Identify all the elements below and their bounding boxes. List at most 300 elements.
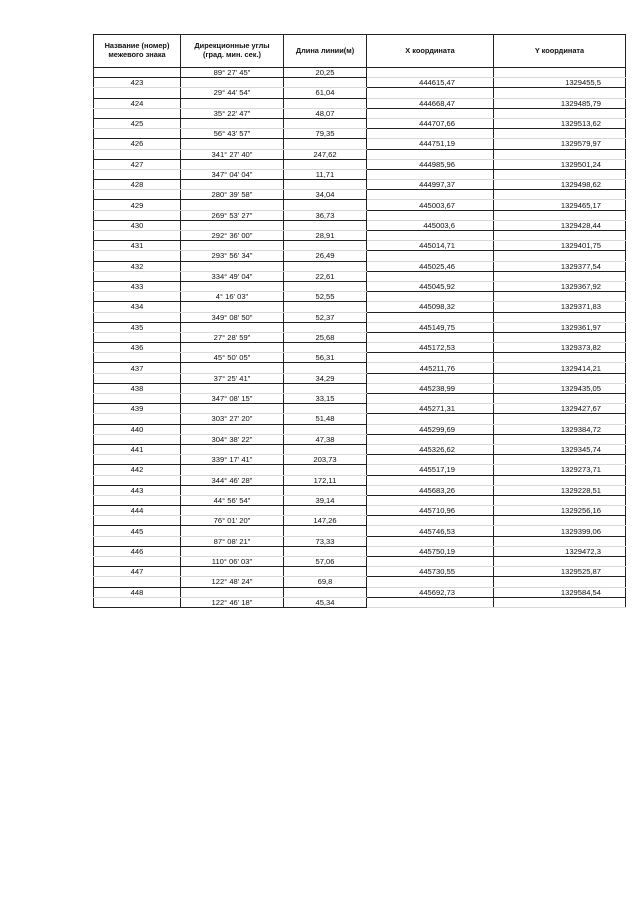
cell-length: 57,06	[284, 557, 367, 567]
cell-x: 445730,55	[367, 567, 494, 577]
cell-length: 79,35	[284, 129, 367, 139]
cell-angle: 87° 08' 21"	[181, 536, 284, 546]
cell-length	[284, 383, 367, 393]
cell-length	[284, 567, 367, 577]
cell-x	[367, 516, 494, 526]
cell-angle: 122° 46' 18"	[181, 597, 284, 607]
cell-length: 51,48	[284, 414, 367, 424]
cell-length: 45,34	[284, 597, 367, 607]
cell-x	[367, 577, 494, 587]
cell-point-name	[94, 577, 181, 587]
cell-x: 444997,37	[367, 180, 494, 190]
cell-point-name: 432	[94, 261, 181, 271]
cell-y: 1329401,75	[494, 241, 626, 251]
cell-angle: 334° 49' 04"	[181, 271, 284, 281]
table-row-angle	[94, 414, 626, 424]
table-row-angle	[94, 169, 626, 179]
cell-y: 1329465,17	[494, 200, 626, 210]
cell-length: 22,61	[284, 271, 367, 281]
table-row-angle	[94, 455, 626, 465]
cell-length: 11,71	[284, 169, 367, 179]
cell-length: 34,04	[284, 190, 367, 200]
cell-y: 1329377,54	[494, 261, 626, 271]
cell-length: 203,73	[284, 455, 367, 465]
cell-angle	[181, 98, 284, 108]
cell-length: 26,49	[284, 251, 367, 261]
cell-point-name: 444	[94, 506, 181, 516]
cell-x	[367, 231, 494, 241]
cell-y: 1329525,87	[494, 567, 626, 577]
cell-point-name: 445	[94, 526, 181, 536]
cell-point-name: 438	[94, 383, 181, 393]
cell-y: 1329371,83	[494, 302, 626, 312]
cell-x: 445750,19	[367, 546, 494, 556]
cell-y	[494, 129, 626, 139]
cell-point-name: 437	[94, 363, 181, 373]
cell-length: 48,07	[284, 108, 367, 118]
table-row-point	[94, 383, 626, 393]
cell-angle: 293° 56' 34"	[181, 251, 284, 261]
table-header	[94, 35, 626, 68]
cell-length	[284, 78, 367, 88]
cell-y	[494, 597, 626, 607]
table-row-point	[94, 506, 626, 516]
cell-y	[494, 68, 626, 78]
table-row-angle	[94, 149, 626, 159]
cell-angle: 4° 16' 03"	[181, 292, 284, 302]
header-angle: Дирекционные углы (град. мин. сек.)	[181, 35, 284, 68]
cell-length	[284, 587, 367, 597]
table-row-point	[94, 139, 626, 149]
cell-point-name	[94, 475, 181, 485]
cell-angle	[181, 383, 284, 393]
cell-point-name: 430	[94, 220, 181, 230]
cell-angle	[181, 200, 284, 210]
cell-x	[367, 557, 494, 567]
cell-point-name: 443	[94, 485, 181, 495]
cell-point-name	[94, 190, 181, 200]
cell-x: 445271,31	[367, 404, 494, 414]
cell-x	[367, 210, 494, 220]
table-row-angle	[94, 332, 626, 342]
cell-length	[284, 444, 367, 454]
cell-x	[367, 108, 494, 118]
cell-y: 1329455,5	[494, 78, 626, 88]
cell-length: 73,33	[284, 536, 367, 546]
cell-point-name	[94, 597, 181, 607]
cell-length	[284, 241, 367, 251]
cell-length: 25,68	[284, 332, 367, 342]
boundary-points-table-sheet	[93, 34, 625, 608]
cell-angle: 303° 27' 20"	[181, 414, 284, 424]
cell-angle: 280° 39' 58"	[181, 190, 284, 200]
cell-x	[367, 394, 494, 404]
cell-angle: 37° 25' 41"	[181, 373, 284, 383]
table-row-point	[94, 567, 626, 577]
cell-point-name: 433	[94, 281, 181, 291]
cell-point-name	[94, 455, 181, 465]
cell-angle: 344° 46' 28"	[181, 475, 284, 485]
cell-x	[367, 271, 494, 281]
cell-length	[284, 404, 367, 414]
cell-angle: 122° 48' 24"	[181, 577, 284, 587]
cell-y: 1329384,72	[494, 424, 626, 434]
cell-length: 52,55	[284, 292, 367, 302]
cell-x	[367, 434, 494, 444]
cell-angle: 269° 53' 27"	[181, 210, 284, 220]
cell-angle	[181, 159, 284, 169]
cell-angle	[181, 526, 284, 536]
cell-x	[367, 495, 494, 505]
table-row-angle	[94, 108, 626, 118]
table-row-angle	[94, 394, 626, 404]
table-row-point	[94, 98, 626, 108]
cell-point-name	[94, 271, 181, 281]
cell-y	[494, 149, 626, 159]
cell-angle	[181, 424, 284, 434]
cell-y	[494, 88, 626, 98]
cell-y	[494, 394, 626, 404]
cell-point-name: 425	[94, 118, 181, 128]
cell-angle	[181, 506, 284, 516]
cell-angle	[181, 78, 284, 88]
cell-x	[367, 169, 494, 179]
cell-angle: 110° 06' 03"	[181, 557, 284, 567]
cell-length	[284, 200, 367, 210]
table-row-point	[94, 526, 626, 536]
cell-x	[367, 251, 494, 261]
table-row-angle	[94, 557, 626, 567]
cell-x: 445299,69	[367, 424, 494, 434]
cell-x: 444615,47	[367, 78, 494, 88]
cell-y: 1329256,16	[494, 506, 626, 516]
cell-x	[367, 88, 494, 98]
cell-point-name	[94, 414, 181, 424]
cell-point-name: 423	[94, 78, 181, 88]
cell-y: 1329228,51	[494, 485, 626, 495]
header-name: Название (номер) межевого знака	[94, 35, 181, 68]
cell-x: 445238,99	[367, 383, 494, 393]
cell-y: 1329414,21	[494, 363, 626, 373]
cell-y	[494, 455, 626, 465]
cell-length: 33,15	[284, 394, 367, 404]
cell-length	[284, 526, 367, 536]
table-row-point	[94, 78, 626, 88]
cell-x: 445710,96	[367, 506, 494, 516]
cell-x: 445003,67	[367, 200, 494, 210]
cell-y	[494, 190, 626, 200]
cell-angle: 56° 43' 57"	[181, 129, 284, 139]
table-row-angle	[94, 434, 626, 444]
cell-y	[494, 536, 626, 546]
cell-point-name	[94, 495, 181, 505]
cell-point-name: 439	[94, 404, 181, 414]
cell-point-name	[94, 210, 181, 220]
cell-angle	[181, 546, 284, 556]
cell-x	[367, 353, 494, 363]
cell-angle: 349° 08' 50"	[181, 312, 284, 322]
cell-length	[284, 546, 367, 556]
cell-angle	[181, 118, 284, 128]
cell-y	[494, 577, 626, 587]
cell-point-name	[94, 231, 181, 241]
table-row-angle	[94, 210, 626, 220]
cell-angle: 76° 01' 20"	[181, 516, 284, 526]
cell-point-name	[94, 557, 181, 567]
cell-y	[494, 210, 626, 220]
cell-length	[284, 485, 367, 495]
cell-angle	[181, 485, 284, 495]
table-row-point	[94, 404, 626, 414]
cell-angle: 27° 28' 59"	[181, 332, 284, 342]
cell-point-name	[94, 292, 181, 302]
cell-length	[284, 363, 367, 373]
table-row-angle	[94, 190, 626, 200]
cell-point-name	[94, 373, 181, 383]
cell-y	[494, 332, 626, 342]
cell-length	[284, 98, 367, 108]
cell-x: 445683,26	[367, 485, 494, 495]
cell-length	[284, 465, 367, 475]
table-row-point	[94, 220, 626, 230]
cell-angle: 45° 50' 05"	[181, 353, 284, 363]
table-row-point	[94, 180, 626, 190]
cell-x: 444751,19	[367, 139, 494, 149]
cell-angle	[181, 587, 284, 597]
cell-point-name: 441	[94, 444, 181, 454]
cell-x	[367, 312, 494, 322]
cell-x: 444668,47	[367, 98, 494, 108]
cell-length	[284, 139, 367, 149]
table-row-angle	[94, 312, 626, 322]
cell-angle: 29° 44' 54"	[181, 88, 284, 98]
cell-y	[494, 414, 626, 424]
cell-length: 172,11	[284, 475, 367, 485]
cell-length: 147,26	[284, 516, 367, 526]
table-row-point	[94, 118, 626, 128]
cell-y	[494, 292, 626, 302]
cell-angle	[181, 261, 284, 271]
cell-y	[494, 231, 626, 241]
table-row-angle	[94, 516, 626, 526]
cell-y: 1329501,24	[494, 159, 626, 169]
table-row-angle	[94, 88, 626, 98]
cell-y	[494, 434, 626, 444]
cell-angle: 347° 04' 04"	[181, 169, 284, 179]
table-row-angle	[94, 577, 626, 587]
table-body	[94, 68, 626, 608]
cell-x	[367, 332, 494, 342]
cell-point-name: 427	[94, 159, 181, 169]
cell-point-name	[94, 332, 181, 342]
cell-point-name	[94, 536, 181, 546]
cell-y	[494, 251, 626, 261]
cell-y	[494, 353, 626, 363]
table-row-point	[94, 363, 626, 373]
cell-point-name: 428	[94, 180, 181, 190]
table-row-point	[94, 343, 626, 353]
cell-y	[494, 557, 626, 567]
boundary-points-table	[93, 34, 626, 608]
cell-length: 39,14	[284, 495, 367, 505]
cell-angle	[181, 363, 284, 373]
table-row-angle	[94, 271, 626, 281]
header-row	[94, 35, 626, 68]
cell-point-name	[94, 516, 181, 526]
header-x: Х координата	[367, 35, 494, 68]
cell-length	[284, 302, 367, 312]
cell-length	[284, 220, 367, 230]
table-row-angle	[94, 251, 626, 261]
cell-angle	[181, 281, 284, 291]
cell-length: 28,91	[284, 231, 367, 241]
table-row-point	[94, 200, 626, 210]
cell-point-name	[94, 129, 181, 139]
cell-y	[494, 312, 626, 322]
cell-length: 20,25	[284, 68, 367, 78]
cell-angle	[181, 139, 284, 149]
table-row-angle	[94, 536, 626, 546]
cell-point-name	[94, 353, 181, 363]
table-row-point	[94, 546, 626, 556]
table-row-angle	[94, 129, 626, 139]
cell-x: 445517,19	[367, 465, 494, 475]
table-row-point	[94, 485, 626, 495]
cell-point-name: 436	[94, 343, 181, 353]
cell-point-name: 431	[94, 241, 181, 251]
cell-length: 61,04	[284, 88, 367, 98]
cell-x	[367, 455, 494, 465]
table-row-point	[94, 587, 626, 597]
table-row-point	[94, 465, 626, 475]
cell-length: 47,38	[284, 434, 367, 444]
cell-x: 445014,71	[367, 241, 494, 251]
cell-y: 1329273,71	[494, 465, 626, 475]
cell-x	[367, 373, 494, 383]
table-row-point	[94, 241, 626, 251]
cell-length	[284, 343, 367, 353]
cell-y: 1329428,44	[494, 220, 626, 230]
table-row-point	[94, 302, 626, 312]
cell-length	[284, 281, 367, 291]
cell-x: 445025,46	[367, 261, 494, 271]
cell-length: 56,31	[284, 353, 367, 363]
cell-x: 445326,62	[367, 444, 494, 454]
cell-length	[284, 159, 367, 169]
table-row-angle	[94, 231, 626, 241]
cell-point-name: 435	[94, 322, 181, 332]
cell-x: 445692,73	[367, 587, 494, 597]
table-row-point	[94, 424, 626, 434]
table-row-point	[94, 322, 626, 332]
cell-angle	[181, 241, 284, 251]
cell-angle: 89° 27' 45"	[181, 68, 284, 78]
cell-y	[494, 495, 626, 505]
table-row-angle	[94, 373, 626, 383]
cell-point-name: 446	[94, 546, 181, 556]
cell-point-name: 447	[94, 567, 181, 577]
cell-x: 445746,53	[367, 526, 494, 536]
cell-y	[494, 169, 626, 179]
cell-length	[284, 261, 367, 271]
table-row-point	[94, 261, 626, 271]
cell-y: 1329579,97	[494, 139, 626, 149]
cell-x	[367, 597, 494, 607]
cell-point-name: 448	[94, 587, 181, 597]
cell-point-name: 424	[94, 98, 181, 108]
cell-x	[367, 149, 494, 159]
cell-y: 1329427,67	[494, 404, 626, 414]
cell-x: 445098,32	[367, 302, 494, 312]
table-row-angle	[94, 597, 626, 607]
cell-x	[367, 414, 494, 424]
cell-y: 1329472,3	[494, 546, 626, 556]
cell-y: 1329498,62	[494, 180, 626, 190]
cell-length: 69,8	[284, 577, 367, 587]
cell-x: 445003,6	[367, 220, 494, 230]
cell-point-name: 434	[94, 302, 181, 312]
cell-length: 36,73	[284, 210, 367, 220]
cell-x: 445172,53	[367, 343, 494, 353]
cell-angle	[181, 220, 284, 230]
cell-point-name	[94, 108, 181, 118]
cell-point-name	[94, 434, 181, 444]
cell-angle: 292° 36' 00"	[181, 231, 284, 241]
cell-angle	[181, 180, 284, 190]
cell-point-name: 442	[94, 465, 181, 475]
cell-angle	[181, 343, 284, 353]
cell-length: 52,37	[284, 312, 367, 322]
table-row-point	[94, 159, 626, 169]
table-row-angle	[94, 292, 626, 302]
cell-point-name: 440	[94, 424, 181, 434]
cell-length: 247,62	[284, 149, 367, 159]
cell-x: 445211,76	[367, 363, 494, 373]
header-length: Длина линии(м)	[284, 35, 367, 68]
cell-y: 1329361,97	[494, 322, 626, 332]
cell-x: 445045,92	[367, 281, 494, 291]
cell-length	[284, 180, 367, 190]
cell-point-name	[94, 149, 181, 159]
cell-point-name	[94, 68, 181, 78]
cell-x	[367, 292, 494, 302]
cell-point-name	[94, 88, 181, 98]
cell-angle	[181, 465, 284, 475]
cell-angle	[181, 444, 284, 454]
cell-x: 444707,66	[367, 118, 494, 128]
cell-angle	[181, 567, 284, 577]
table-row-point	[94, 444, 626, 454]
cell-angle: 44° 56' 54"	[181, 495, 284, 505]
cell-y: 1329373,82	[494, 343, 626, 353]
cell-angle	[181, 404, 284, 414]
cell-y: 1329485,79	[494, 98, 626, 108]
cell-point-name	[94, 312, 181, 322]
header-y: Y координата	[494, 35, 626, 68]
cell-length: 34,29	[284, 373, 367, 383]
table-row-point	[94, 281, 626, 291]
cell-y	[494, 475, 626, 485]
cell-x: 445149,75	[367, 322, 494, 332]
cell-y: 1329367,92	[494, 281, 626, 291]
cell-length	[284, 506, 367, 516]
cell-x	[367, 190, 494, 200]
cell-y: 1329435,05	[494, 383, 626, 393]
cell-y	[494, 108, 626, 118]
cell-angle	[181, 302, 284, 312]
cell-angle: 304° 38' 22"	[181, 434, 284, 444]
cell-angle	[181, 322, 284, 332]
